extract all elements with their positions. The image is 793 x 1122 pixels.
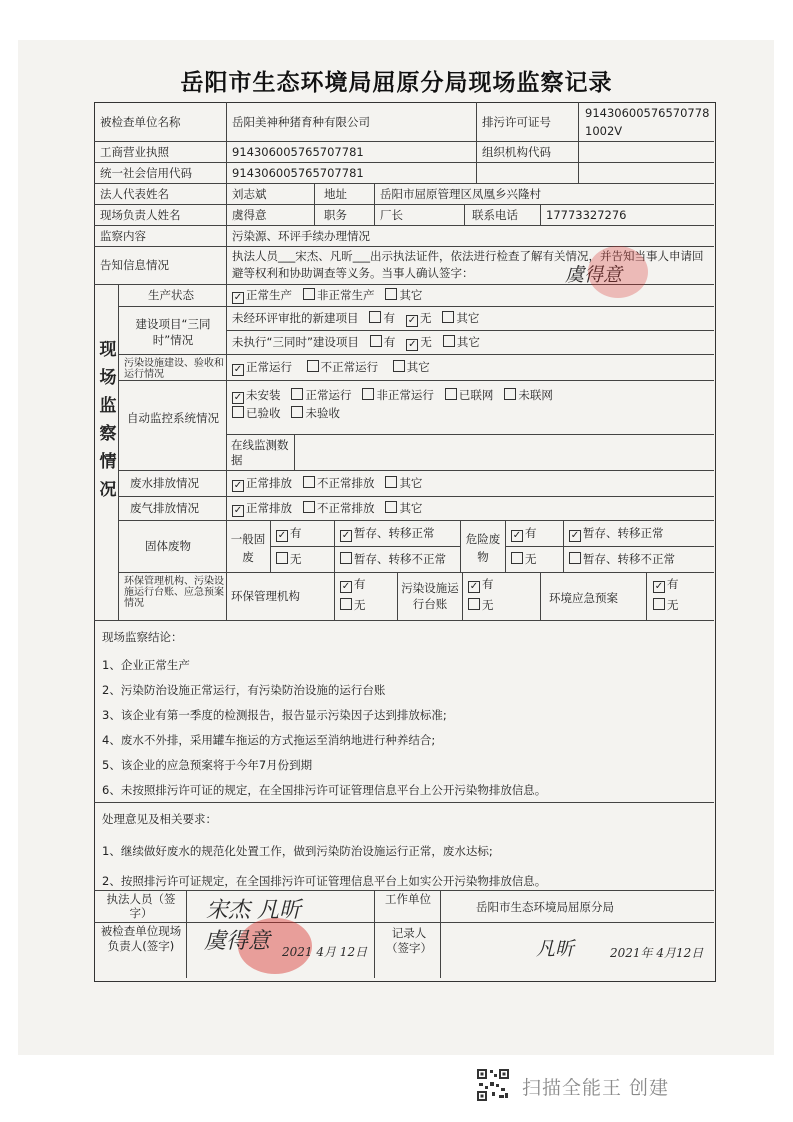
- phone-value: 17773327276: [546, 208, 627, 222]
- address-label: 地址: [324, 187, 347, 201]
- handling-item: 1、继续做好废水的规范化处置工作，做到污染防治设施运行正常，废水达标;: [102, 844, 493, 858]
- check-icon[interactable]: ✓: [570, 530, 580, 541]
- qr-code-icon: [476, 1068, 510, 1102]
- business-license-label: 工商营业执照: [100, 145, 169, 159]
- fingerprint-stamp-notice: [588, 246, 648, 298]
- recorder-label: 记录人（签字）: [386, 926, 432, 955]
- ledger-label: 污染设施运行台账: [401, 581, 459, 611]
- recorder-signature: 凡昕: [536, 938, 575, 960]
- wastegas-label: 废气排放情况: [130, 501, 199, 515]
- check-icon[interactable]: ✓: [408, 339, 417, 350]
- legal-rep-label: 法人代表姓名: [100, 187, 169, 201]
- check-icon[interactable]: ✓: [512, 530, 522, 541]
- inspection-content-label: 监察内容: [100, 229, 146, 243]
- hazard-abnormal: 暂存、转移不正常: [569, 552, 675, 566]
- general-normal: ✓ 暂存、转移正常: [341, 526, 435, 541]
- solid-waste-label: 固体废物: [145, 539, 191, 553]
- business-license-value: 914306005765707781: [232, 145, 364, 159]
- officer-label: 执法人员（签字）: [106, 892, 176, 920]
- general-no: 无: [276, 552, 302, 566]
- check-icon[interactable]: ✓: [233, 292, 243, 303]
- emergency-plan-label: 环境应急预案: [549, 591, 618, 605]
- conclusion-item: 2、污染防治设施正常运行，有污染防治设施的运行台账: [102, 683, 386, 697]
- check-icon[interactable]: ✓: [233, 480, 243, 491]
- wastegas-options: ✓ 正常排放 不正常排放 其它: [233, 501, 423, 516]
- address-value: 岳阳市屈原管理区凤凰乡兴隆村: [380, 187, 541, 201]
- online-data-label: 在线监测数据: [231, 438, 289, 467]
- check-icon[interactable]: ✓: [233, 364, 243, 375]
- permit-value-line2: 1002V: [585, 124, 623, 138]
- work-unit-label: 工作单位: [385, 892, 431, 906]
- monitor-options-row1: ✓ 未安装 正常运行 非正常运行 已联网 未联网: [233, 388, 553, 403]
- onsite-manager-label: 现场负责人姓名: [100, 208, 181, 222]
- facility-options: ✓ 正常运行 不正常运行 其它: [233, 360, 430, 375]
- officer-signature: 宋杰 凡昕: [206, 898, 301, 923]
- facility-label: 污染设施建设、验收和运行情况: [124, 358, 224, 380]
- conclusion-title: 现场监察结论：: [102, 630, 183, 644]
- construction-row2: 未执行“三同时”建设项目 有 ✓ 无 其它: [232, 335, 480, 350]
- watermark-text: 扫描全能王 创建: [522, 1077, 670, 1099]
- permit-value-line1: 91430600576570778: [585, 106, 710, 120]
- conclusion-item: 1、企业正常生产: [102, 658, 190, 672]
- management-label: 环保管理机构、污染设施运行台账、应急预案情况: [124, 576, 224, 609]
- check-icon[interactable]: ✓: [341, 581, 351, 592]
- general-yes: ✓ 有: [277, 526, 302, 541]
- ledger-no: 无: [468, 598, 494, 612]
- legal-rep-value: 刘志斌: [232, 187, 267, 201]
- check-icon[interactable]: ✓: [277, 530, 287, 541]
- notice-signature: 虞得意: [565, 264, 623, 286]
- credit-code-label: 统一社会信用代码: [100, 166, 192, 180]
- wastewater-options: ✓ 正常排放 不正常排放 其它: [233, 476, 423, 491]
- permit-label: 排污许可证号: [482, 115, 551, 129]
- check-icon[interactable]: ✓: [654, 581, 664, 592]
- notice-label: 告知信息情况: [100, 258, 169, 272]
- general-abnormal: 暂存、转移不正常: [340, 552, 446, 566]
- plan-yes: ✓ 有: [654, 577, 679, 592]
- inspected-signature: 虞得意: [204, 929, 271, 954]
- document-title: 岳阳市生态环境局屈原分局现场监察记录: [180, 69, 613, 96]
- hazard-normal: ✓ 暂存、转移正常: [570, 526, 664, 541]
- position-label: 职务: [324, 208, 347, 222]
- handling-title: 处理意见及相关要求：: [102, 812, 217, 826]
- env-org-label: 环保管理机构: [231, 589, 300, 603]
- check-icon[interactable]: ✓: [341, 530, 351, 541]
- conclusion-item: 4、废水不外排，采用罐车拖运的方式拖运至消纳地进行种养结合;: [102, 733, 436, 747]
- check-icon[interactable]: ✓: [233, 505, 243, 516]
- env-org-no: 无: [340, 598, 366, 612]
- hazard-no: 无: [511, 552, 537, 566]
- notice-text: 执法人员___宋杰、凡昕___出示执法证件，依法进行检查了解有关情况，并告知当事人申请回避等权利和协助调查等义务。当事人确认签字：: [232, 249, 704, 280]
- check-icon[interactable]: ✓: [233, 392, 243, 403]
- scanner-watermark: [476, 1068, 726, 1104]
- conclusion-item: 6、未按照排污许可证的规定，在全国排污许可证管理信息平台上公开污染物排放信息。: [102, 783, 547, 797]
- onsite-section-label: 现 场 监 察 情 况: [99, 340, 117, 500]
- production-state-label: 生产状态: [148, 288, 194, 302]
- wastewater-label: 废水排放情况: [130, 476, 199, 490]
- handling-item: 2、按照排污许可证规定，在全国排污许可证管理信息平台上如实公开污染物排放信息。: [102, 874, 547, 888]
- hazard-waste-label: 危险废物: [465, 532, 501, 564]
- credit-code-value: 914306005765707781: [232, 166, 364, 180]
- monitor-label: 自动监控系统情况: [127, 411, 219, 425]
- onsite-manager-value: 虞得意: [232, 208, 267, 222]
- org-code-label: 组织机构代码: [482, 145, 551, 159]
- check-icon[interactable]: ✓: [407, 315, 417, 326]
- monitor-options-row2: 已验收 未验收: [232, 406, 340, 420]
- conclusion-item: 5、该企业的应急预案将于今年7月份到期: [102, 758, 313, 772]
- plan-no: 无: [653, 598, 679, 612]
- env-org-yes: ✓ 有: [341, 577, 366, 592]
- record-date: 2021年 4月12日: [610, 946, 704, 960]
- construction-label: 建设项目“三同时”情况: [135, 317, 211, 347]
- unit-name-label: 被检查单位名称: [100, 115, 181, 129]
- ledger-yes: ✓ 有: [469, 577, 494, 592]
- inspected-date: 2021 4月 12日: [282, 945, 368, 959]
- production-options: ✓ 正常生产 非正常生产 其它: [233, 288, 423, 303]
- general-waste-label: 一般固废: [230, 532, 266, 564]
- unit-name-value: 岳阳美神种猪育种有限公司: [232, 115, 370, 129]
- position-value: 厂长: [380, 208, 403, 222]
- conclusion-item: 3、该企业有第一季度的检测报告，报告显示污染因子达到排放标准;: [102, 708, 447, 722]
- inspected-label: 被检查单位现场负责人(签字): [100, 924, 182, 953]
- construction-row1: 未经环评审批的新建项目 有 ✓ 无 其它: [232, 311, 480, 326]
- check-icon[interactable]: ✓: [469, 581, 479, 592]
- hazard-yes: ✓ 有: [512, 526, 537, 541]
- inspection-content-value: 污染源、环评手续办理情况: [232, 229, 370, 243]
- phone-label: 联系电话: [472, 208, 518, 222]
- work-unit-value: 岳阳市生态环境局屈原分局: [476, 900, 614, 914]
